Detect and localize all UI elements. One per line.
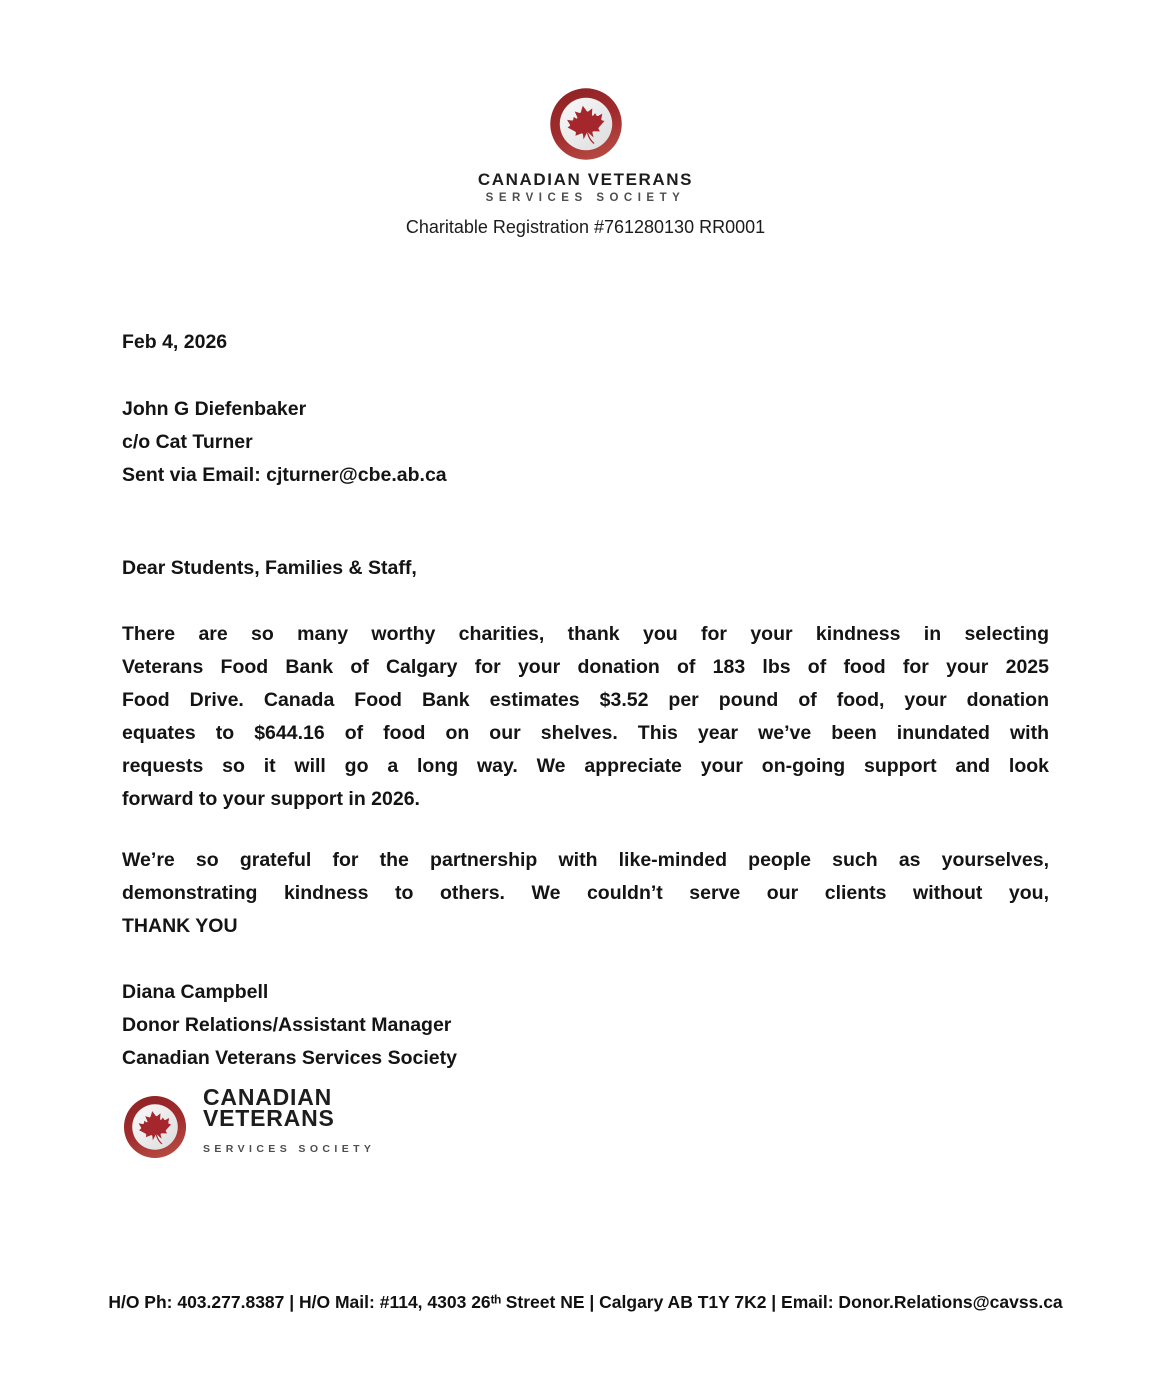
signature-logo-text <box>203 1084 376 1166</box>
recipient-care-of: c/o Cat Turner <box>122 431 253 453</box>
paragraph-1 <box>122 618 1049 816</box>
paragraph-line: THANK YOU <box>122 915 238 937</box>
paragraph-2 <box>122 844 1049 943</box>
maple-leaf-roundel-icon <box>122 1094 188 1160</box>
recipient-name: John G Diefenbaker <box>122 398 307 420</box>
org-name-line2: VETERANS <box>203 1105 335 1131</box>
signature-logo <box>122 1084 1049 1166</box>
paragraph-line: equates to $644.16 of food on our shelves. This year we’ve been inundated with <box>122 722 1049 744</box>
letter-body <box>122 326 1049 1166</box>
salutation: Dear Students, Families & Staff, <box>122 557 417 579</box>
org-name: CANADIAN VETERANS <box>477 170 694 189</box>
letter-date: Feb 4, 2026 <box>122 331 228 353</box>
recipient-email-line: Sent via Email: cjturner@cbe.ab.ca <box>122 464 447 486</box>
paragraph-line: We’re so grateful for the partnership with like-minded people such as yourselves, <box>122 849 1049 871</box>
cvss-roundel-logo <box>0 86 1171 162</box>
footer-contact: H/O Ph: 403.277.8387 | H/O Mail: #114, 4303 26ᵗʰ Street NE | Calgary AB T1Y 7K2 | Email: Donor.Relations@cavss.ca <box>108 1292 1063 1312</box>
signer-name: Diana Campbell <box>122 981 269 1003</box>
paragraph-line: requests so it will go a long way. We appreciate your on-going support and look <box>122 755 1049 777</box>
org-tagline: SERVICES SOCIETY <box>203 1143 376 1155</box>
recipient-block <box>122 393 1049 492</box>
charitable-registration: Charitable Registration #761280130 RR0001 <box>405 217 766 237</box>
signer-org: Canadian Veterans Services Society <box>122 1047 457 1069</box>
paragraph-line: demonstrating kindness to others. We couldn’t serve our clients without you, <box>122 882 1049 904</box>
paragraph-line: Food Drive. Canada Food Bank estimates $3.52 per pound of food, your donation <box>122 689 1049 711</box>
signature-block <box>122 976 1049 1075</box>
paragraph-line: There are so many worthy charities, thank you for your kindness in selecting <box>122 623 1049 645</box>
letterhead <box>0 0 1171 238</box>
paragraph-line: forward to your support in 2026. <box>122 788 420 810</box>
maple-leaf-roundel-icon <box>548 86 624 162</box>
org-tagline: SERVICES SOCIETY <box>485 192 686 204</box>
signer-title: Donor Relations/Assistant Manager <box>122 1014 452 1036</box>
paragraph-line: Veterans Food Bank of Calgary for your donation of 183 lbs of food for your 2025 <box>122 656 1049 678</box>
org-name-line1: CANADIAN <box>203 1084 333 1110</box>
